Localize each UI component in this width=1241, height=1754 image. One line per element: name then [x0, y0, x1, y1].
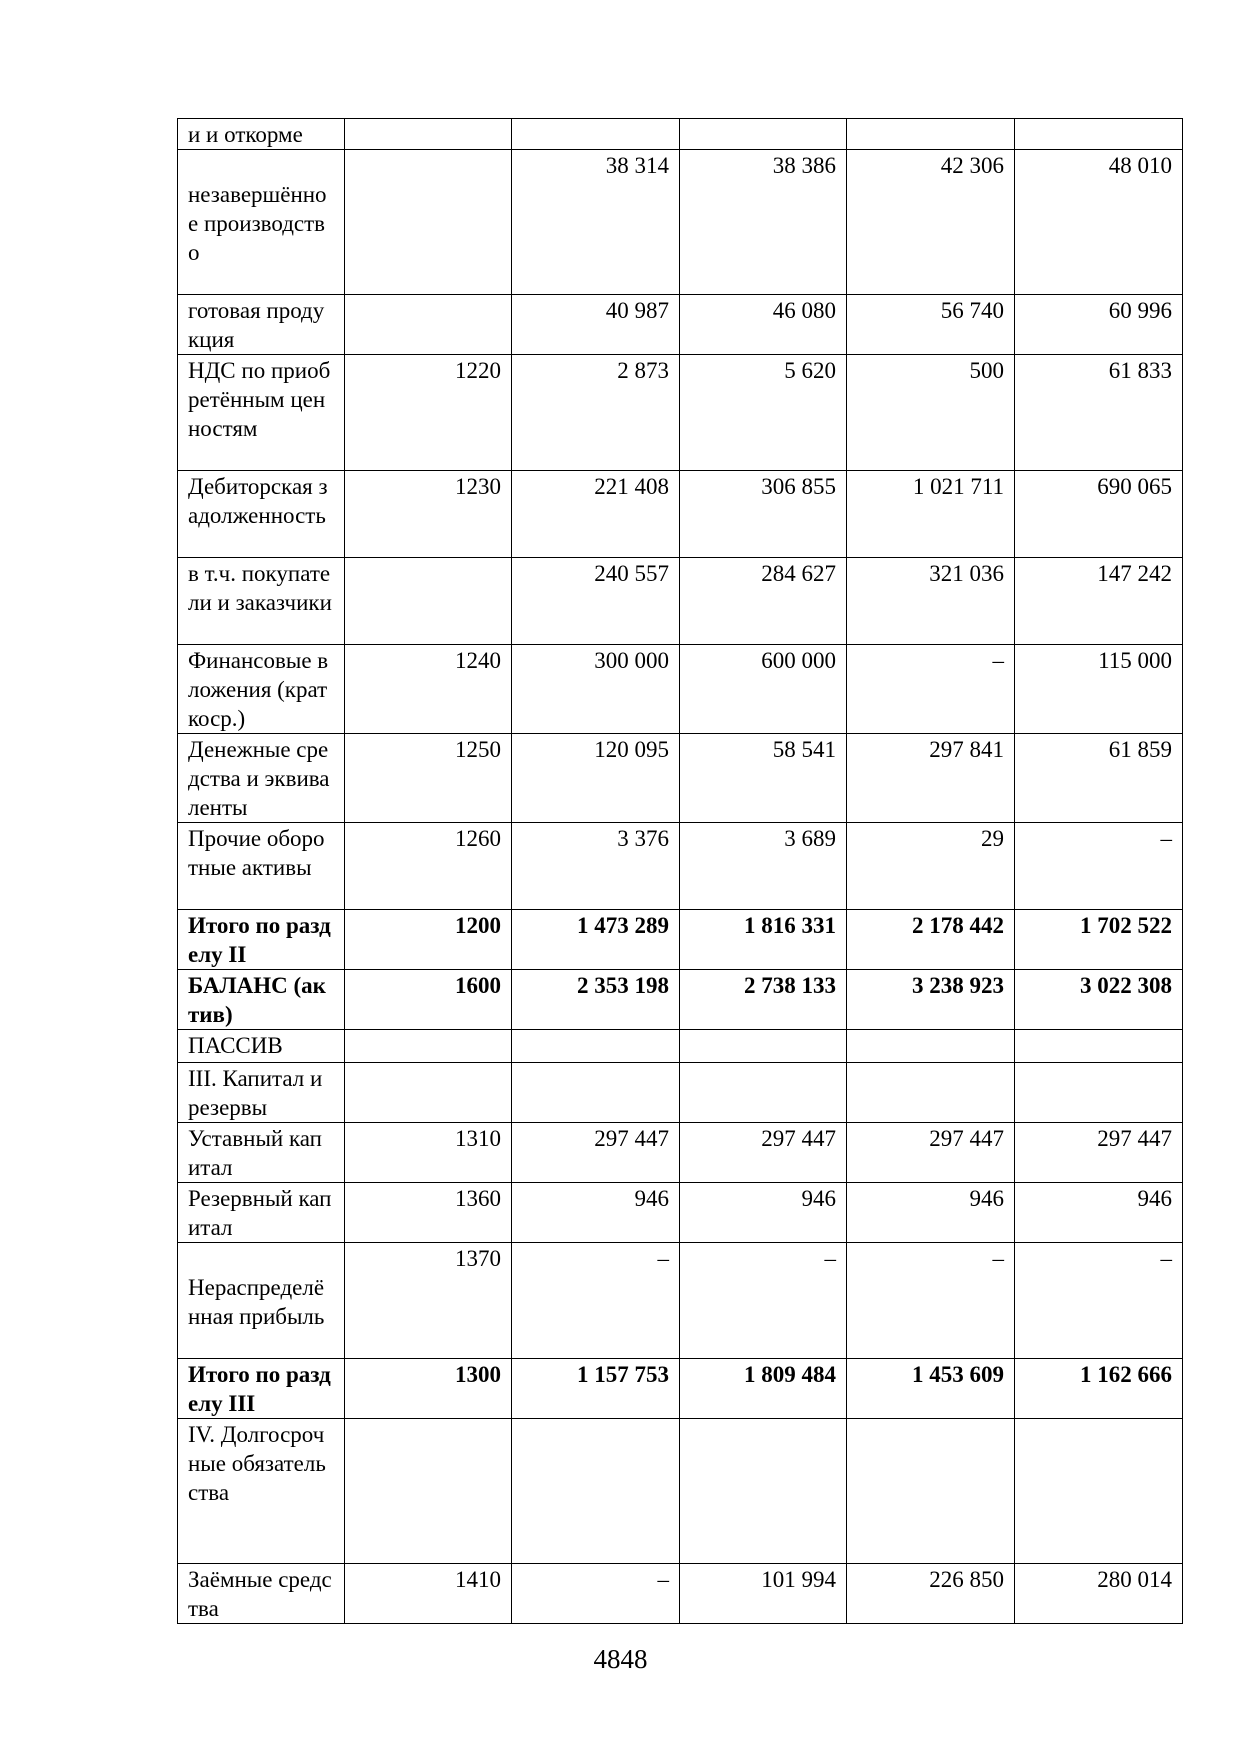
value-col-1: 1 157 753: [512, 1359, 680, 1419]
row-label: БАЛАНС (актив): [178, 970, 345, 1030]
value-col-4: 297 447: [1015, 1123, 1183, 1183]
row-code: 1300: [345, 1359, 512, 1419]
value-col-2: 306 855: [680, 471, 847, 558]
value-col-3: 29: [847, 823, 1015, 910]
value-col-3: 226 850: [847, 1564, 1015, 1624]
table-row: [178, 1359, 1183, 1419]
value-col-3: –: [847, 645, 1015, 734]
value-col-1: 120 095: [512, 734, 680, 823]
table-row: [178, 471, 1183, 558]
row-label: IV. Долгосрочные обязательства: [178, 1419, 345, 1564]
value-col-4: 48 010: [1015, 150, 1183, 295]
value-col-1: 38 314: [512, 150, 680, 295]
table-row: [178, 823, 1183, 910]
value-col-1: 1 473 289: [512, 910, 680, 970]
value-col-1: –: [512, 1243, 680, 1359]
value-col-3: 500: [847, 355, 1015, 471]
table-row: [178, 558, 1183, 645]
value-col-2: 2 738 133: [680, 970, 847, 1030]
value-col-3: [847, 1063, 1015, 1123]
value-col-1: –: [512, 1564, 680, 1624]
value-col-1: [512, 1419, 680, 1564]
value-col-4: 3 022 308: [1015, 970, 1183, 1030]
value-col-2: [680, 1419, 847, 1564]
value-col-2: 101 994: [680, 1564, 847, 1624]
table-row: [178, 1123, 1183, 1183]
row-code: 1250: [345, 734, 512, 823]
table-row: [178, 1030, 1183, 1063]
row-code: 1260: [345, 823, 512, 910]
row-code: [345, 558, 512, 645]
value-col-4: 147 242: [1015, 558, 1183, 645]
value-col-4: [1015, 1419, 1183, 1564]
row-code: 1600: [345, 970, 512, 1030]
value-col-4: [1015, 1030, 1183, 1063]
value-col-3: 946: [847, 1183, 1015, 1243]
value-col-1: 3 376: [512, 823, 680, 910]
value-col-1: 2 873: [512, 355, 680, 471]
table-row: [178, 645, 1183, 734]
value-col-3: [847, 1030, 1015, 1063]
value-col-1: 2 353 198: [512, 970, 680, 1030]
table-row: [178, 150, 1183, 295]
table-row: [178, 970, 1183, 1030]
value-col-3: 297 447: [847, 1123, 1015, 1183]
value-col-3: –: [847, 1243, 1015, 1359]
row-code: [345, 1030, 512, 1063]
value-col-4: 61 859: [1015, 734, 1183, 823]
value-col-3: 56 740: [847, 295, 1015, 355]
table-row: [178, 355, 1183, 471]
value-col-4: 61 833: [1015, 355, 1183, 471]
value-col-2: –: [680, 1243, 847, 1359]
value-col-3: [847, 119, 1015, 150]
value-col-4: 690 065: [1015, 471, 1183, 558]
row-code: 1370: [345, 1243, 512, 1359]
row-code: 1220: [345, 355, 512, 471]
row-label: и и откорме: [178, 119, 345, 150]
value-col-1: 40 987: [512, 295, 680, 355]
page-number: 4848: [593, 1644, 648, 1674]
value-col-2: 46 080: [680, 295, 847, 355]
row-code: 1310: [345, 1123, 512, 1183]
table-row: [178, 1063, 1183, 1123]
value-col-2: [680, 1063, 847, 1123]
balance-table: [177, 118, 1183, 1624]
row-code: 1240: [345, 645, 512, 734]
row-code: [345, 295, 512, 355]
row-label: НДС по приобретённым ценностям: [178, 355, 345, 471]
row-label: в т.ч. покупатели и заказчики: [178, 558, 345, 645]
value-col-2: 284 627: [680, 558, 847, 645]
value-col-4: 946: [1015, 1183, 1183, 1243]
table-row: [178, 734, 1183, 823]
row-label: Денежные средства и эквиваленты: [178, 734, 345, 823]
value-col-4: [1015, 1063, 1183, 1123]
table-row: [178, 295, 1183, 355]
value-col-2: 297 447: [680, 1123, 847, 1183]
row-label: Дебиторская задолженность: [178, 471, 345, 558]
row-label: Итого по разделу III: [178, 1359, 345, 1419]
row-label: Прочие оборотные активы: [178, 823, 345, 910]
row-label: Заёмные средства: [178, 1564, 345, 1624]
value-col-2: 1 816 331: [680, 910, 847, 970]
row-label: Уставный капитал: [178, 1123, 345, 1183]
value-col-1: [512, 1030, 680, 1063]
row-label: Нераспределённая прибыль: [178, 1243, 345, 1359]
row-code: [345, 1419, 512, 1564]
row-code: 1410: [345, 1564, 512, 1624]
value-col-1: 300 000: [512, 645, 680, 734]
row-code: [345, 1063, 512, 1123]
value-col-4: 115 000: [1015, 645, 1183, 734]
table-row: [178, 1183, 1183, 1243]
value-col-4: 1 702 522: [1015, 910, 1183, 970]
row-label: Финансовые вложения (краткоср.): [178, 645, 345, 734]
row-code: 1230: [345, 471, 512, 558]
row-label: готовая продукция: [178, 295, 345, 355]
row-code: 1360: [345, 1183, 512, 1243]
value-col-4: –: [1015, 823, 1183, 910]
row-label: III. Капитал и резервы: [178, 1063, 345, 1123]
value-col-4: [1015, 119, 1183, 150]
value-col-3: 3 238 923: [847, 970, 1015, 1030]
value-col-1: 946: [512, 1183, 680, 1243]
row-label: ПАССИВ: [178, 1030, 345, 1063]
value-col-1: [512, 119, 680, 150]
value-col-2: 3 689: [680, 823, 847, 910]
value-col-4: 1 162 666: [1015, 1359, 1183, 1419]
value-col-4: 60 996: [1015, 295, 1183, 355]
table-row: [178, 910, 1183, 970]
value-col-3: [847, 1419, 1015, 1564]
value-col-1: 221 408: [512, 471, 680, 558]
value-col-1: 297 447: [512, 1123, 680, 1183]
value-col-2: 58 541: [680, 734, 847, 823]
value-col-3: 297 841: [847, 734, 1015, 823]
value-col-2: 946: [680, 1183, 847, 1243]
row-label: незавершённое производство: [178, 150, 345, 295]
table-row: [178, 1564, 1183, 1624]
table-row: [178, 119, 1183, 150]
value-col-2: 38 386: [680, 150, 847, 295]
row-code: [345, 119, 512, 150]
value-col-3: 42 306: [847, 150, 1015, 295]
value-col-3: 321 036: [847, 558, 1015, 645]
row-code: 1200: [345, 910, 512, 970]
value-col-2: [680, 119, 847, 150]
value-col-2: 1 809 484: [680, 1359, 847, 1419]
value-col-4: –: [1015, 1243, 1183, 1359]
value-col-4: 280 014: [1015, 1564, 1183, 1624]
value-col-3: 1 021 711: [847, 471, 1015, 558]
value-col-2: 600 000: [680, 645, 847, 734]
row-label: Итого по разделу II: [178, 910, 345, 970]
value-col-1: [512, 1063, 680, 1123]
value-col-3: 2 178 442: [847, 910, 1015, 970]
row-label: Резервный капитал: [178, 1183, 345, 1243]
table-row: [178, 1419, 1183, 1564]
table-row: [178, 1243, 1183, 1359]
value-col-2: [680, 1030, 847, 1063]
balance-table-body: [178, 119, 1183, 1624]
value-col-2: 5 620: [680, 355, 847, 471]
value-col-3: 1 453 609: [847, 1359, 1015, 1419]
value-col-1: 240 557: [512, 558, 680, 645]
row-code: [345, 150, 512, 295]
